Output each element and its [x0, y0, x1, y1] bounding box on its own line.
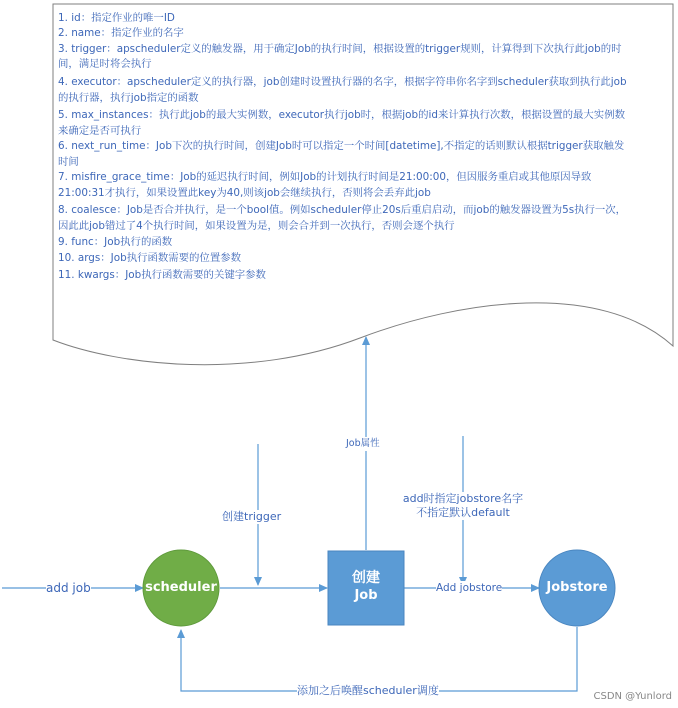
label-job-attributes: Job属性 [346, 438, 380, 449]
label-jobstore-hint-line2: 不指定默认default [416, 506, 510, 519]
note-line: 时间 [58, 156, 79, 168]
watermark-footer: CSDN @Yunlord [593, 691, 672, 702]
note-line: 7. misfire_grace_time：Job的延迟执行时间，例如Job的计划执行时间是21:00:00，但因服务重启或其他原因导致 [58, 171, 592, 183]
note-line: 间，满足时将会执行 [58, 58, 152, 70]
label-add-jobstore: Add jobstore [436, 582, 503, 594]
note-line: 1. id：指定作业的唯一ID [58, 12, 175, 24]
note-line: 10. args：Job执行函数需要的位置参数 [58, 252, 241, 264]
label-create-trigger: 创建trigger [222, 510, 282, 523]
note-line: 2. name：指定作业的名字 [58, 27, 184, 39]
arrow-wake-scheduler [181, 627, 577, 691]
note-line: 21:00:31才执行，如果设置此key为40,则该job会继续执行，否则将会丢弃此job [58, 187, 431, 199]
note-line: 11. kwargs：Job执行函数需要的关键字参数 [58, 269, 266, 281]
note-line: 的执行器，执行job指定的函数 [58, 92, 199, 104]
note-line: 3. trigger：apscheduler定义的触发器，用于确定Job的执行时间，根据设置的trigger规则，计算得到下次执行此job的时 [58, 43, 622, 55]
create-job-label-line2: Job [354, 588, 378, 603]
note-line: 来确定是否可执行 [58, 125, 142, 137]
note-line: 6. next_run_time：Job下次的执行时间，创建Job时可以指定一个时间[datetime],不指定的话则默认根据trigger获取触发 [58, 140, 625, 152]
scheduler-label: scheduler [145, 580, 217, 595]
note-line: 5. max_instances：执行此job的最大实例数，executor执行job时，根据job的id来计算执行次数，根据设置的最大实例数 [58, 109, 625, 121]
create-job-label [328, 570, 404, 604]
note-line: 4. executor：apscheduler定义的执行器，job创建时设置执行器的名字，根据字符串你名字到scheduler获取到执行此job [58, 76, 627, 88]
label-jobstore-hint-line1: add时指定jobstore名字 [402, 492, 524, 505]
create-job-label-line1: 创建 [352, 570, 380, 586]
label-wake-scheduler: 添加之后唤醒scheduler调度 [297, 684, 439, 697]
label-add-job: add job [46, 581, 91, 595]
label-jobstore-hint [392, 492, 534, 520]
note-line: 8. coalesce：Job是否合并执行，是一个bool值。例如scheduler停止20s后重启启动，而job的触发器设置为5s执行一次， [58, 204, 627, 216]
jobstore-label: Jobstore [546, 580, 608, 595]
note-line: 9. func：Job执行的函数 [58, 236, 173, 248]
note-line: 因此此job错过了4个执行时间，如果设置为是，则会合并到一次执行，否则会逐个执行 [58, 220, 455, 232]
